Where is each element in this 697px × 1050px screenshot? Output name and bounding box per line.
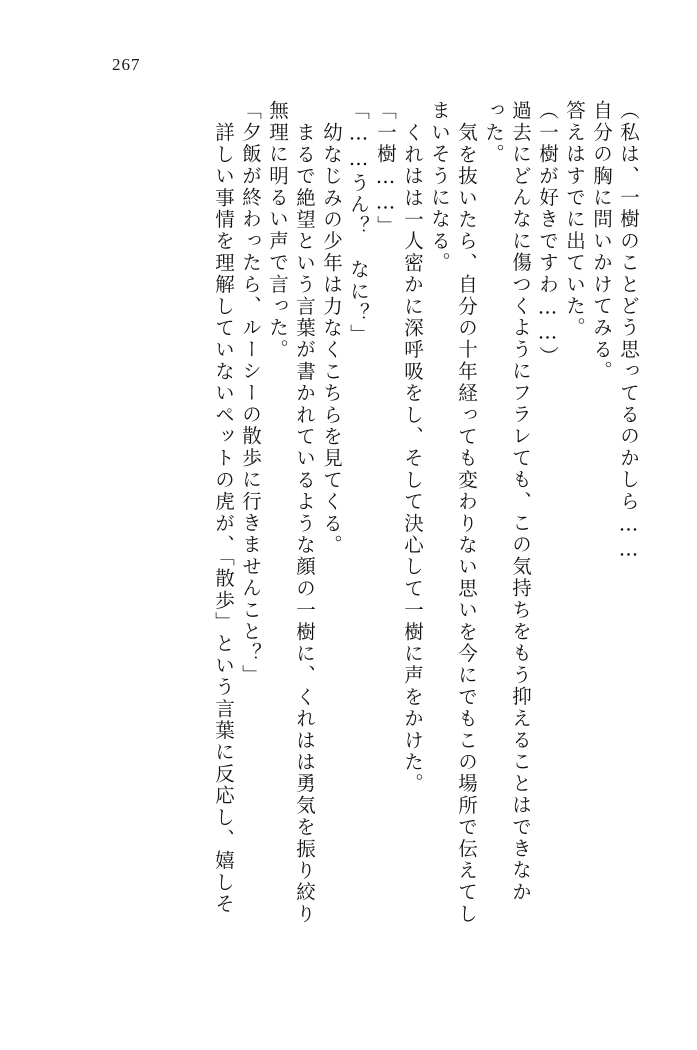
text-line: （一樹が好きですわ……）	[536, 100, 559, 368]
text-line: 自分の胸に問いかけてみる。	[590, 100, 613, 383]
text-line: った。	[482, 100, 505, 166]
text-line: 「夕飯が終わったら、ルーシーの散歩に行きませんこと？」	[239, 100, 262, 686]
page-number: 267	[112, 55, 141, 74]
text-line: まいそうになる。	[428, 100, 451, 274]
text-line: くれはは一人密かに深呼吸をし、そして決心して一樹に声をかけた。	[401, 122, 424, 795]
text-line: 幼なじみの少年は力なくこちらを見てくる。	[320, 122, 343, 556]
text-line: （私は、一樹のことどう思ってるのかしら……	[617, 100, 640, 563]
text-line: 詳しい事情を理解していないペットの虎が、「散歩」という言葉に反応し、嬉しそ	[212, 122, 235, 916]
text-line: 過去にどんなに傷つくようにフラレても、この気持ちをもう抑えることはできなか	[509, 100, 532, 903]
text-line: 「一樹……」	[374, 100, 397, 238]
text-line: 「……うん？ なに？」	[347, 100, 370, 346]
text-line: まるで絶望という言葉が書かれているような顔の一樹に、くれはは勇気を振り絞り	[293, 122, 316, 925]
text-line: 気を抜いたら、自分の十年経っても変わりない思いを今にでもこの場所で伝えてし	[455, 122, 478, 925]
vertical-text-body	[78, 100, 638, 980]
text-line: 答えはすでに出ていた。	[563, 100, 586, 339]
text-line: 無理に明るい声で言った。	[266, 100, 289, 361]
